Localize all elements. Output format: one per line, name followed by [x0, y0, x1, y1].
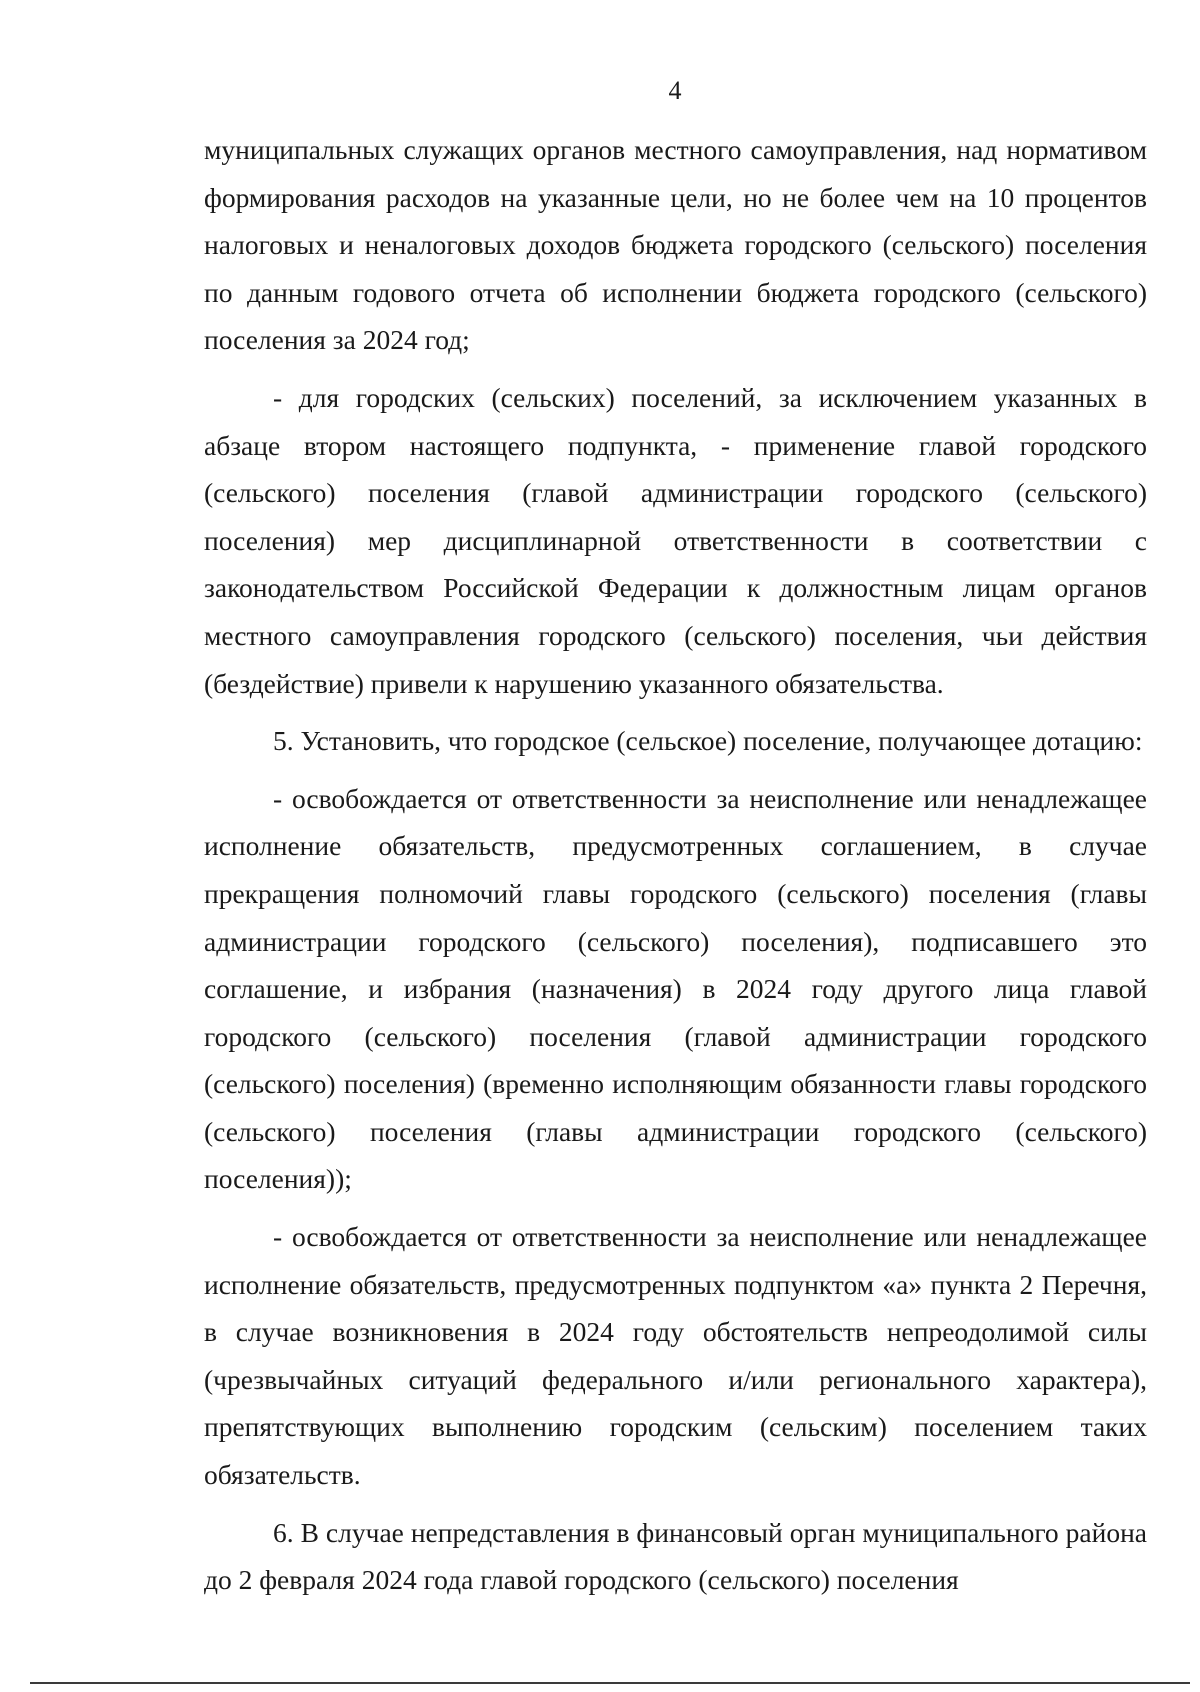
document-body — [204, 126, 1147, 1604]
page-number: 4 — [668, 76, 682, 105]
paragraph-item-5: 5. Установить, что городское (сельское) поселение, получающее дотацию: — [273, 725, 1143, 757]
paragraph-item-6: 6. В случае непредставления в финансовый орган муниципального района до 2 февраля 2024 года главой городского (сельского) поселения — [204, 1516, 1147, 1596]
paragraph-continuation: муниципальных служащих органов местного самоуправления, над нормативом формирования расходов на указанные цели, но не более чем на 10 процентов налоговых и неналоговых доходов бюджета городского (сельского) поселения по данным годового отчета об исполнении бюджета городского (сельского) поселения за 2024 год; — [204, 134, 1147, 356]
paragraph-exemption-2: - освобождается от ответственности за неисполнение или ненадлежащее исполнение обязательств, предусмотренных подпунктом «а» пункта 2 Перечня, в случае возникновения в 2024 году обстоятельств непреодолимой силы (чрезвычайных ситуаций федерального и/или регионального характера), препятствующих выполнению городским (сельским) поселением таких обязательств. — [204, 1221, 1147, 1491]
paragraph-other-settlements: - для городских (сельских) поселений, за исключением указанных в абзаце втором настоящего подпункта, - применение главой городского (сельского) поселения (главой администрации городского (сельского) поселения) мер дисциплинарной ответственности в соответствии с законодательством Российской Федерации к должностным лицам органов местного самоуправления городского (сельского) поселения, чьи действия (бездействие) привели к нарушению указанного обязательства. — [204, 381, 1147, 699]
paragraph-exemption-1: - освобождается от ответственности за неисполнение или ненадлежащее исполнение обязательств, предусмотренных соглашением, в случае прекращения полномочий главы городского (сельского) поселения (главы администрации городского (сельского) поселения), подписавшего это соглашение, и избрания (назначения) в 2024 году другого лица главой городского (сельского) поселения (главой администрации городского (сельского) поселения) (временно исполняющим обязанности главы городского (сельского) поселения (главы администрации городского (сельского) поселения)); — [204, 782, 1147, 1195]
page-bottom-edge — [30, 1682, 1190, 1684]
